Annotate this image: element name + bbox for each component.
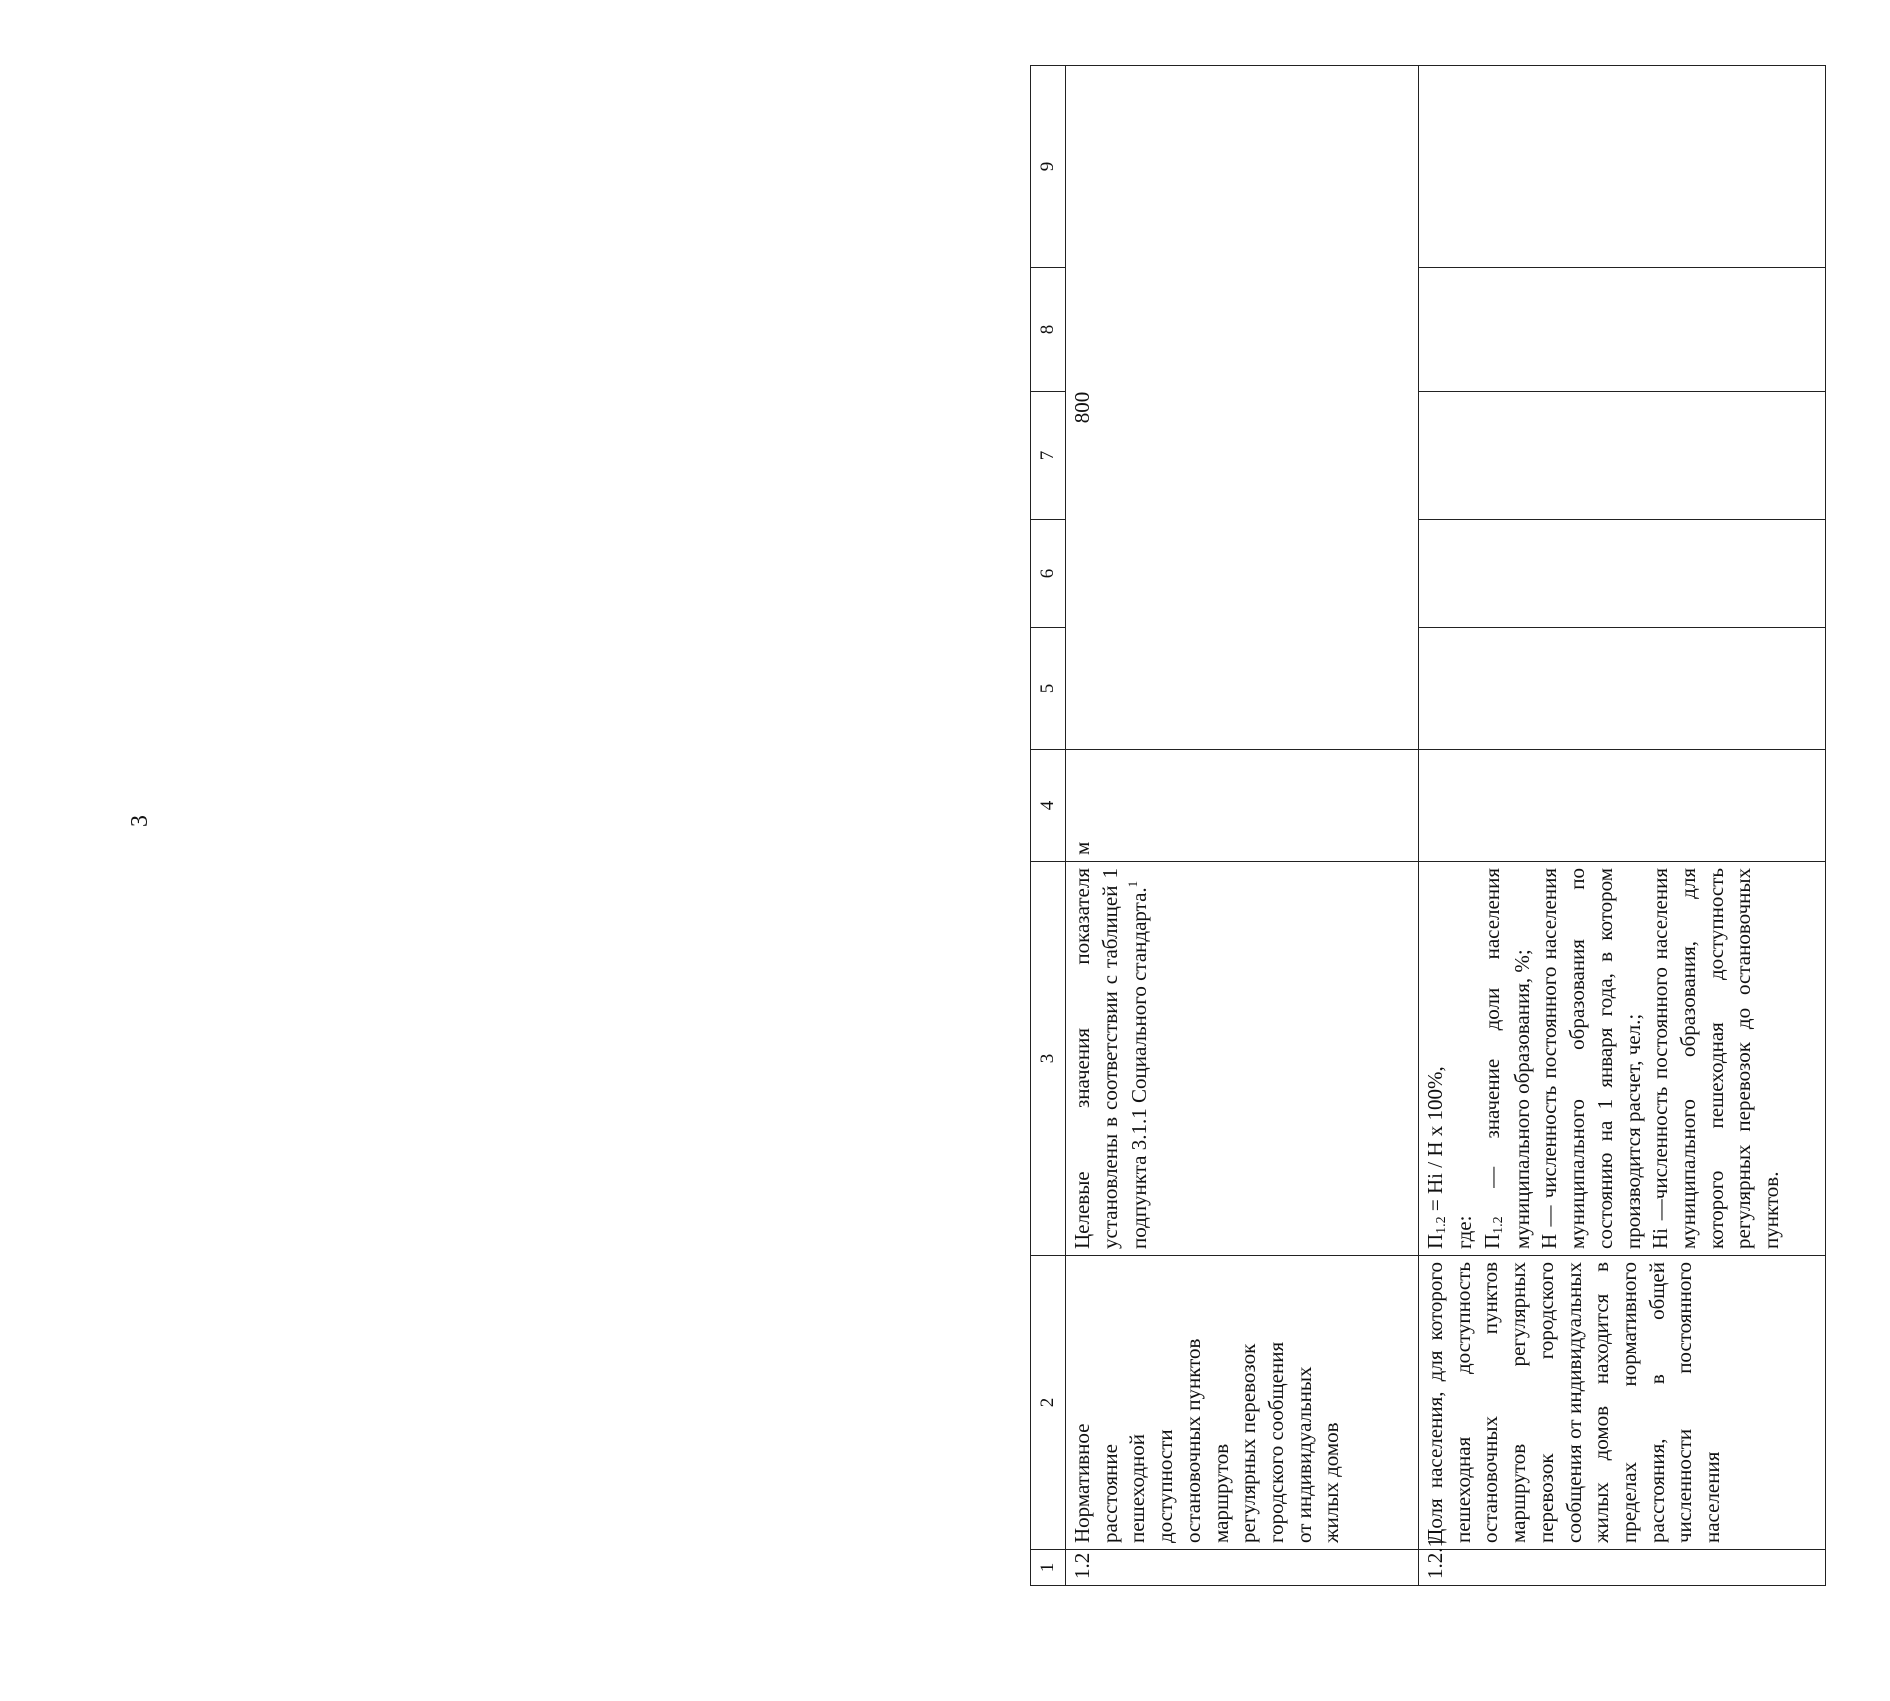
unit-cell: м bbox=[1066, 750, 1419, 862]
header-col-6: 6 bbox=[1031, 520, 1066, 628]
value-col-5 bbox=[1419, 628, 1826, 750]
header-col-5: 5 bbox=[1031, 628, 1066, 750]
calculation-method bbox=[1066, 862, 1419, 1256]
indicator-name-line: регулярных перевозок bbox=[1236, 1343, 1261, 1543]
page-number: 3 bbox=[127, 815, 153, 827]
target-value-merged: 800 bbox=[1066, 66, 1419, 750]
table-row bbox=[1419, 66, 1826, 1586]
value-col-8 bbox=[1419, 268, 1826, 392]
indicator-table bbox=[1030, 65, 1826, 1586]
indicator-name-line: Нормативное bbox=[1070, 1423, 1094, 1543]
footnote-marker: 1 bbox=[1125, 880, 1141, 888]
indicator-name-line: от индивидуальных bbox=[1291, 1366, 1316, 1543]
header-col-2: 2 bbox=[1031, 1256, 1066, 1550]
row-number: 1.2.1 bbox=[1419, 1550, 1826, 1586]
indicator-name: Доля населения, для которого пешеходная доступность остановочных пунктов маршрутов регулярных перевозок городского сообщения от индивидуальных жилых домов находится в пределах нормативного расстояния, в общей численности постоянного населения bbox=[1419, 1256, 1826, 1550]
method-text: Целевые значения показателя установлены в соответствии с таблицей 1 подпункта 3.1.1 Социального стандарта. bbox=[1070, 868, 1152, 1249]
value-col-7 bbox=[1419, 392, 1826, 520]
table-header-row bbox=[1031, 66, 1066, 1586]
where-label: где: bbox=[1452, 1215, 1477, 1249]
indicator-name-line: пешеходной bbox=[1125, 1433, 1150, 1543]
indicator-name-line: городского сообщения bbox=[1264, 1341, 1289, 1543]
header-col-8: 8 bbox=[1031, 268, 1066, 392]
header-col-3: 3 bbox=[1031, 862, 1066, 1256]
table-row bbox=[1066, 66, 1419, 1586]
row-number: 1.2 bbox=[1066, 1550, 1419, 1586]
value-col-6 bbox=[1419, 520, 1826, 628]
indicator-name-line: маршрутов bbox=[1208, 1443, 1233, 1543]
definition-h: Н — численность постоянного населения муниципального образования по состоянию на 1 января года, в котором производится расчет, чел.; bbox=[1537, 868, 1645, 1249]
unit-cell bbox=[1419, 750, 1826, 862]
value-col-9 bbox=[1419, 66, 1826, 268]
indicator-name-line: жилых домов bbox=[1319, 1422, 1344, 1543]
header-col-9: 9 bbox=[1031, 66, 1066, 268]
header-col-7: 7 bbox=[1031, 392, 1066, 520]
indicator-name-line: расстояние bbox=[1097, 1444, 1122, 1543]
calculation-method bbox=[1419, 862, 1826, 1256]
definition-hi: Hi —численность постоянного населения муниципального образования, для которого пешеходная доступность регулярных перевозок до остановочных пунктов. bbox=[1648, 868, 1784, 1249]
formula: $П_{1.2} = Hi / H$ x 100%, bbox=[1423, 1066, 1449, 1249]
indicator-name-line: остановочных пунктов bbox=[1180, 1338, 1205, 1543]
definition-p: $П_{1.2}$ — значение доли населения муниципального образования, %; bbox=[1480, 868, 1534, 1249]
indicator-name bbox=[1066, 1256, 1419, 1550]
header-col-4: 4 bbox=[1031, 750, 1066, 862]
document-table-container bbox=[1030, 66, 1890, 1586]
header-col-1: 1 bbox=[1031, 1550, 1066, 1586]
indicator-name-line: доступности bbox=[1153, 1429, 1178, 1543]
